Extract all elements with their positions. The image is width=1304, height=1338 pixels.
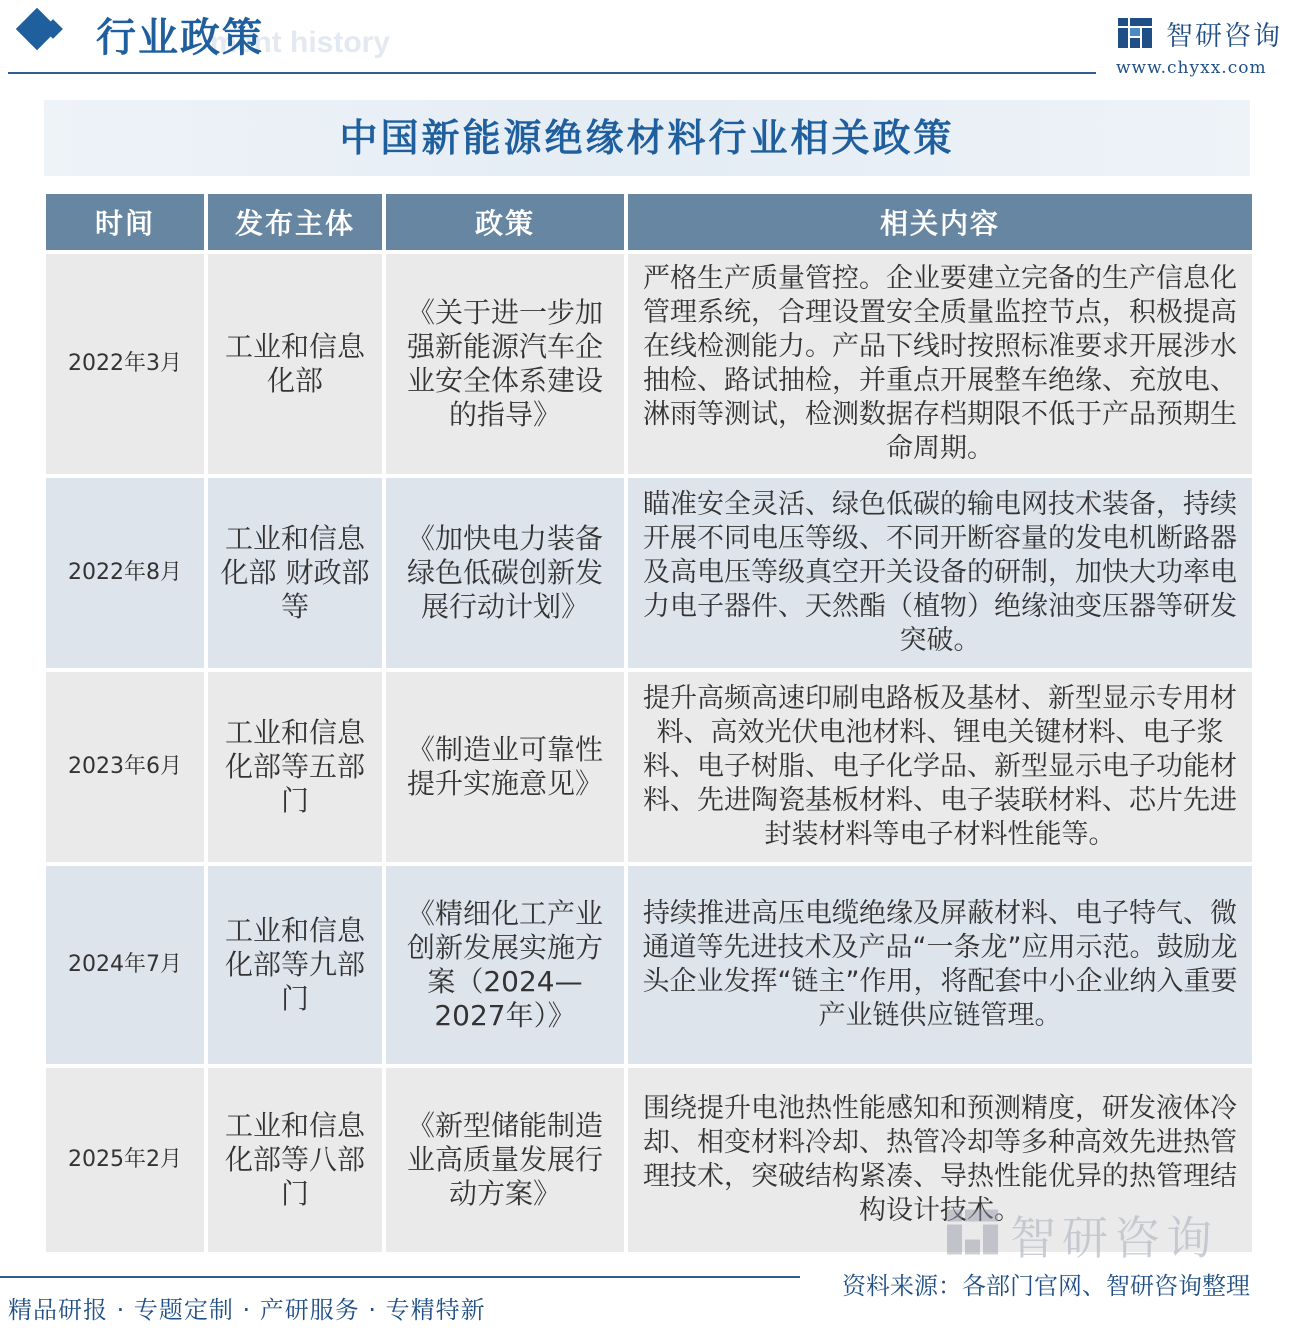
cell-content: 瞄准安全灵活、绿色低碳的输电网技术装备，持续开展不同电压等级、不同开断容量的发电机断路器及高电压等级真空开关设备的研制，加快大功率电力电子器件、天然酯（植物）绝缘油变压器等研发突破。 (628, 478, 1252, 668)
table-row (46, 672, 1252, 862)
logo-url: www.chyxx.com (1116, 58, 1267, 78)
table-row (46, 478, 1252, 668)
cell-org: 工业和信息化部 财政部等 (208, 478, 382, 668)
cell-time: 2025年2月 (46, 1068, 204, 1252)
cell-org: 工业和信息化部等九部门 (208, 866, 382, 1064)
cell-policy: 《制造业可靠性提升实施意见》 (386, 672, 624, 862)
section-subtitle-watermark: ment history (210, 26, 391, 59)
cell-content: 提升高频高速印刷电路板及基材、新型显示专用材料、高效光伏电池材料、锂电关键材料、电子浆料、电子树脂、电子化学品、新型显示电子功能材料、先进陶瓷基板材料、电子装联材料、芯片先进封装材料等电子材料性能等。 (628, 672, 1252, 862)
section-title: 行业政策 (96, 14, 264, 61)
cell-time: 2023年6月 (46, 672, 204, 862)
cell-org: 工业和信息化部等八部门 (208, 1068, 382, 1252)
cell-content: 持续推进高压电缆绝缘及屏蔽材料、电子特气、微通道等先进技术及产品“一条龙”应用示范。鼓励龙头企业发挥“链主”作用，将配套中小企业纳入重要产业链供应链管理。 (628, 866, 1252, 1064)
cell-time: 2024年7月 (46, 866, 204, 1064)
footer-slogan: 精品研报 · 专题定制 · 产研服务 · 专精特新 (8, 1296, 486, 1324)
table-row (46, 866, 1252, 1064)
column-header-org: 发布主体 (208, 194, 382, 250)
column-header-content: 相关内容 (628, 194, 1252, 250)
page-header (0, 0, 1304, 80)
column-header-policy: 政策 (386, 194, 624, 250)
watermark-logo-icon (944, 1206, 1004, 1258)
cell-time: 2022年8月 (46, 478, 204, 668)
cell-policy: 《新型储能制造业高质量发展行动方案》 (386, 1068, 624, 1252)
column-header-time: 时间 (46, 194, 204, 250)
cell-content: 围绕提升电池热性能感知和预测精度，研发液体冷却、相变材料冷却、热管冷却等多种高效先进热管理技术，突破结构紧凑、导热性能优异的热管理结构设计技术。 (628, 1068, 1252, 1252)
table-row (46, 254, 1252, 474)
cell-org: 工业和信息化部 (208, 254, 382, 474)
cell-policy: 《精细化工产业创新发展实施方案（2024—2027年）》 (386, 866, 624, 1064)
cell-policy: 《加快电力装备绿色低碳创新发展行动计划》 (386, 478, 624, 668)
logo-name: 智研咨询 (1166, 21, 1282, 52)
policy-table (42, 190, 1256, 1256)
cell-policy: 《关于进一步加强新能源汽车企业安全体系建设的指导》 (386, 254, 624, 474)
watermark-text: 智研咨询 (1010, 1211, 1218, 1265)
logo-icon (1116, 16, 1156, 50)
cell-time: 2022年3月 (46, 254, 204, 474)
table-header-row (46, 194, 1252, 250)
cell-org: 工业和信息化部等五部门 (208, 672, 382, 862)
footer-source: 资料来源：各部门官网、智研咨询整理 (842, 1272, 1250, 1300)
header-divider (8, 72, 1096, 74)
cell-content: 严格生产质量管控。企业要建立完备的生产信息化管理系统，合理设置安全质量监控节点，积极提高在线检测能力。产品下线时按照标准要求开展涉水抽检、路试抽检，并重点开展整车绝缘、充放电、淋雨等测试，检测数据存档期限不低于产品预期生命周期。 (628, 254, 1252, 474)
table-title-bar (44, 100, 1250, 176)
footer-divider (0, 1276, 800, 1278)
table-title: 中国新能源绝缘材料行业相关政策 (339, 115, 955, 160)
